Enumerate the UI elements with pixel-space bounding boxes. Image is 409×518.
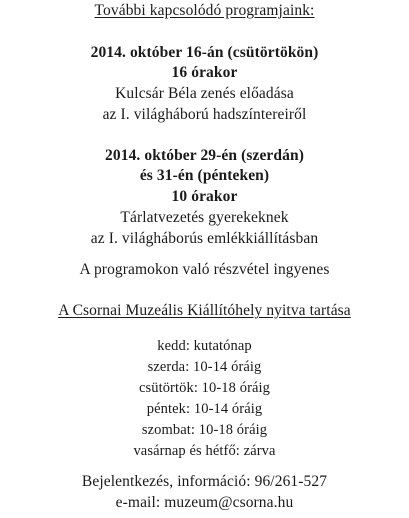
event2-title: Tárlatvezetés gyerekeknek — [120, 209, 289, 226]
contact-email: e-mail: muzeum@csorna.hu — [115, 494, 294, 511]
event2-subtitle: az I. világháborús emlékkiállításban — [90, 230, 319, 247]
opening-hours-saturday: szombat: 10-18 óráig — [141, 422, 268, 438]
event1-date: 2014. október 16-án (csütörtökön) — [90, 44, 319, 61]
programs-heading: További kapcsolódó programjaink: — [94, 2, 315, 19]
event1-subtitle: az I. világháború hadszíntereiről — [102, 106, 307, 123]
opening-hours-sunday-monday: vasárnap és hétfő: zárva — [133, 443, 276, 459]
contact-phone: Bejelentkezés, információ: 96/261-527 — [81, 473, 328, 490]
event2-date: 2014. október 29-én (szerdán) — [105, 147, 304, 164]
opening-hours-thursday: csütörtök: 10-18 óráig — [138, 380, 271, 396]
opening-hours-wednesday: szerda: 10-14 óráig — [147, 359, 262, 375]
event1-time: 16 órakor — [171, 64, 238, 81]
event2-time: 10 órakor — [171, 188, 238, 205]
opening-hours-friday: péntek: 10-14 óráig — [146, 401, 263, 417]
free-participation-note: A programokon való részvétel ingyenes — [79, 261, 330, 278]
event2-date-cont: és 31-én (pénteken) — [139, 167, 270, 184]
event1-title: Kulcsár Béla zenés előadása — [115, 85, 294, 102]
opening-hours-tuesday: kedd: kutatónap — [157, 338, 252, 354]
opening-hours-heading: A Csornai Muzeális Kiállítóhely nyitva tartása — [58, 302, 351, 319]
